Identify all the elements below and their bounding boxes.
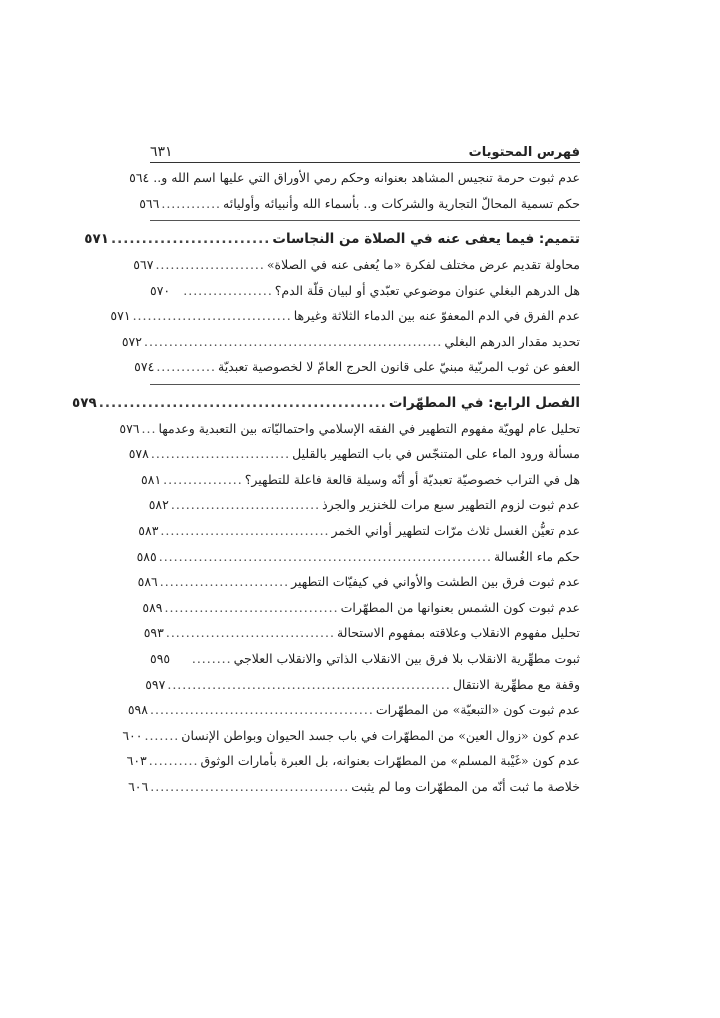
entry-title: عدم ثبوت لزوم التطهير سبع مرات للخنزير والجرذ — [322, 497, 580, 513]
toc-entry — [150, 277, 580, 303]
toc-entry — [139, 191, 580, 217]
entry-title: هل في التراب خصوصيّة تعبديّة أو أنّه وسيلة قالعة فاعلة للتطهير؟ — [244, 471, 580, 487]
dot-leader: .............................. — [170, 497, 321, 513]
dot-leader: ............................ — [150, 446, 291, 462]
toc-entry — [150, 492, 580, 518]
dot-leader: .......................... — [159, 574, 290, 590]
toc-entry — [119, 415, 580, 441]
entry-title: مسألة ورود الماء على المتنجّس في باب التطهير بالقليل — [292, 446, 580, 462]
section-divider — [150, 384, 580, 385]
toc-entry — [143, 620, 580, 646]
entry-page-number: ٦٠٦ — [128, 778, 149, 794]
dot-leader: ............................................................ — [144, 333, 443, 349]
entry-page-number: ٥٧٤ — [134, 359, 155, 375]
running-title: فهرس المحتويات — [468, 145, 580, 160]
dot-leader: ................................ — [132, 308, 292, 324]
toc-entry — [138, 518, 580, 544]
entry-title: عدم ثبوت كون «التبعيّة» من المطهّرات — [375, 702, 580, 718]
entry-title: الفصل الرابع: في المطهّرات — [388, 394, 580, 411]
header-rule — [150, 162, 580, 163]
toc-entry — [141, 467, 580, 493]
entry-title: عدم ثبوت حرمة تنجيس المشاهد بعنوانه وحكم رمي الأوراق التي عليها اسم الله و.. — [153, 170, 580, 186]
entry-title: تحليل مفهوم الانقلاب وعلاقته بمفهوم الاستحالة — [336, 625, 580, 641]
entry-page-number: ٥٩٥ — [150, 650, 171, 666]
entry-title: تتميم: فيما يعفى عنه في الصلاة من النجاسات — [272, 230, 580, 247]
toc-entry — [137, 569, 580, 595]
entry-title: محاولة تقديم عرض مختلف لفكرة «ما يُعفى عنه في الصلاة» — [266, 257, 580, 273]
dot-leader: ............ — [161, 195, 222, 211]
toc-entry — [133, 252, 580, 278]
toc-section-heading — [72, 390, 580, 416]
entry-page-number: ٥٦٦ — [139, 195, 160, 211]
dot-leader: ...................... — [155, 257, 265, 273]
entry-page-number: ٥٨٩ — [142, 599, 163, 615]
dot-leader: ........ — [191, 650, 232, 666]
entry-title: عدم ثبوت فرق بين الطشت والأواني في كيفيّات التطهير — [291, 574, 580, 590]
entry-page-number: ٦٠٣ — [126, 753, 147, 769]
entry-page-number: ٦٠٠ — [122, 727, 143, 743]
toc-entry — [110, 303, 580, 329]
toc-entry — [128, 774, 580, 800]
entry-page-number: ٥٨٣ — [138, 523, 159, 539]
entry-title: تحليل عام لهويّة مفهوم التطهير في الفقه الإسلامي واحتماليّاته بين التعبدية وعدمها — [158, 420, 580, 436]
entry-title: حكم تسمية المحالّ التجارية والشركات و.. بأسماء الله وأنبيائه وأوليائه — [223, 195, 580, 211]
dot-leader: ... — [141, 420, 157, 436]
entry-page-number: ٥٧٠ — [150, 282, 171, 298]
dot-leader: ................................... — [164, 599, 339, 615]
page-number: ٦٣١ — [150, 144, 173, 160]
entry-title: العفو عن ثوب المربّية مبنيّ على قانون الحرج العامّ لا لخصوصية تعبديّة — [218, 359, 580, 375]
toc-entry — [150, 646, 580, 672]
toc-entry — [136, 543, 580, 569]
entry-title: عدم ثبوت كون الشمس بعنوانها من المطهّرات — [340, 599, 580, 615]
toc-entry — [128, 441, 580, 467]
toc-entry — [134, 354, 580, 380]
entry-title: عدم الفرق في الدم المعفوّ عنه بين الدماء الثلاثة وغيرها — [293, 308, 580, 324]
toc-entry — [126, 748, 580, 774]
entry-page-number: ٥٩٣ — [143, 625, 164, 641]
entry-page-number: ٥٧٦ — [119, 420, 140, 436]
dot-leader: ........................................ — [150, 778, 350, 794]
page-header — [150, 138, 580, 160]
dot-leader: .................. — [183, 282, 273, 298]
dot-leader: .................................. — [165, 625, 335, 641]
toc-entry — [145, 671, 580, 697]
entry-page-number: ٥٩٧ — [145, 676, 166, 692]
dot-leader: ....... — [144, 727, 180, 743]
entry-title: وقفة مع مطهِّرية الانتقال — [452, 676, 580, 692]
dot-leader: ............ — [156, 359, 216, 375]
dot-leader: ............................................... — [98, 394, 387, 411]
dot-leader: .......................... — [111, 230, 271, 247]
entry-page-number: ٥٨١ — [141, 471, 162, 487]
dot-leader: .................................. — [160, 523, 330, 539]
entry-title: عدم كون «زوال العين» من المطهّرات في باب جسد الحيوان وبواطن الإنسان — [181, 727, 580, 743]
section-divider — [150, 220, 580, 221]
toc-section-heading — [84, 226, 580, 252]
entry-title: هل الدرهم البغلي عنوان موضوعي تعبّدي أو لبيان قلّة الدم؟ — [274, 282, 580, 298]
toc-list — [72, 165, 580, 799]
entry-title: خلاصة ما ثبت أنّه من المطهّرات وما لم يثبت — [351, 778, 580, 794]
entry-title: عدم كون «غَيْبة المسلم» من المطهّرات بعنوانه، بل العبرة بأمارات الوثوق — [200, 753, 580, 769]
entry-page-number: ٥٧٩ — [72, 394, 97, 411]
toc-entry — [142, 595, 580, 621]
entry-title: حكم ماء الغُسالة — [493, 548, 580, 564]
dot-leader: .......... — [148, 753, 199, 769]
entry-page-number: ٥٨٥ — [136, 548, 157, 564]
dot-leader: ................ — [163, 471, 243, 487]
entry-title: عدم تعيُّن الغسل ثلاث مرّات لتطهير أواني الخمر — [331, 523, 580, 539]
entry-page-number: ٥٩٨ — [127, 702, 148, 718]
entry-page-number: ٥٧٨ — [128, 446, 149, 462]
toc-entry — [121, 329, 580, 355]
dot-leader: ......................................................... — [167, 676, 451, 692]
dot-leader: ................................................................... — [158, 548, 492, 564]
entry-page-number: ٥٧١ — [110, 308, 131, 324]
entry-page-number: ٥٧٢ — [121, 333, 142, 349]
entry-page-number: ٥٧١ — [84, 230, 110, 247]
entry-title: ثبوت مطهِّرية الانقلاب بلا فرق بين الانقلاب الذاتي والانقلاب العلاجي — [233, 650, 580, 666]
entry-page-number: ٥٨٢ — [148, 497, 169, 513]
entry-title: تحديد مقدار الدرهم البغلي — [444, 333, 580, 349]
toc-entry — [122, 722, 580, 748]
dot-leader: ............................................. — [150, 702, 374, 718]
entry-page-number: ٥٦٤ — [129, 170, 150, 186]
toc-entry — [127, 697, 580, 723]
entry-page-number: ٥٦٧ — [133, 257, 154, 273]
toc-entry — [129, 165, 580, 191]
entry-page-number: ٥٨٦ — [137, 574, 158, 590]
